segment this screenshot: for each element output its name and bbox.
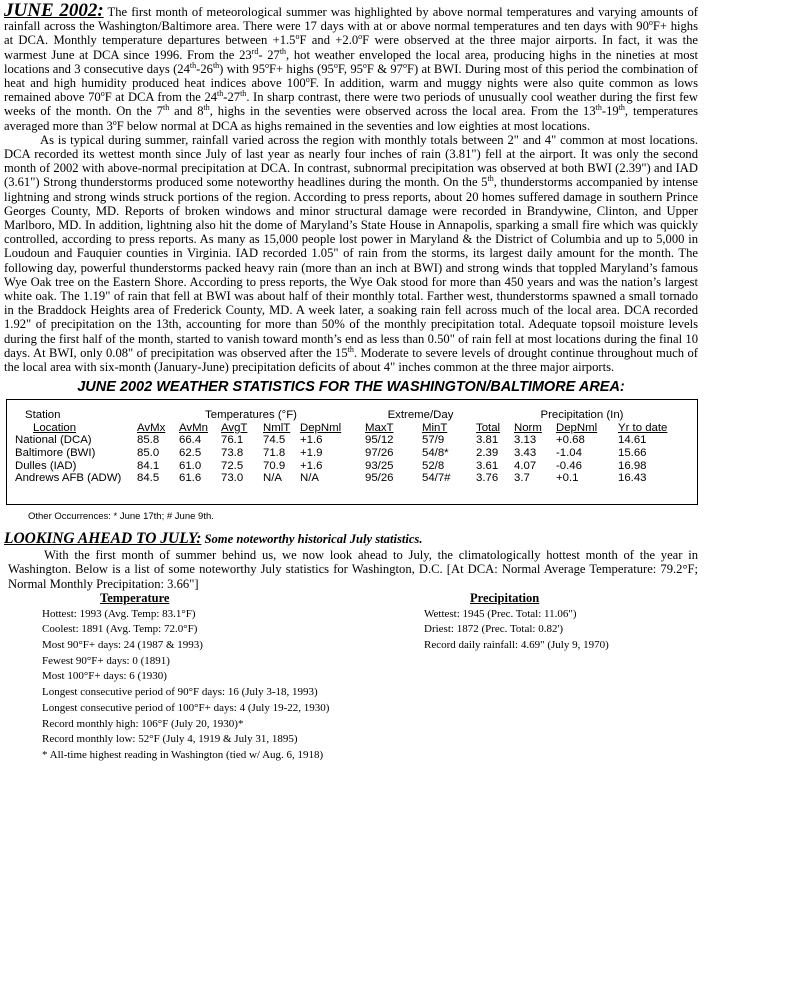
group-header-extreme: Extreme/Day — [387, 409, 454, 422]
column-header: Yr to date — [618, 421, 668, 434]
list-item: * All-time highest reading in Washington (tied w/ Aug. 6, 1918) — [42, 748, 324, 761]
cell: 66.4 — [179, 434, 202, 447]
july-intro-paragraph: With the first month of summer behind us, we now look ahead to July, the climatologically hottest month of the year in Washington. Below is a list of some noteworthy July statistics for Washington, D.C. [At DCA: Normal Average Temperature: 79.2°F; Normal Monthly Precipitation: 3.66"] — [8, 548, 698, 591]
cell: National (DCA) — [15, 434, 92, 447]
list-item: Hottest: 1993 (Avg. Temp: 83.1°F) — [42, 607, 196, 620]
cell: 16.43 — [618, 472, 647, 485]
superscript: th — [163, 103, 170, 113]
superscript: o — [333, 60, 338, 70]
table-row-bwi — [15, 447, 688, 460]
cell: 54/8* — [422, 447, 449, 460]
cell: 85.8 — [137, 434, 160, 447]
temperature-column — [42, 591, 402, 764]
cell: 2.39 — [476, 447, 499, 460]
superscript: th — [217, 89, 224, 99]
statistics-table-box — [6, 399, 698, 505]
superscript: th — [618, 103, 625, 113]
statistics-title: JUNE 2002 WEATHER STATISTICS FOR THE WASHINGTON/BALTIMORE AREA: — [77, 379, 625, 396]
cell: 3.7 — [514, 472, 530, 485]
precipitation-heading: Precipitation — [470, 590, 540, 605]
cell: 57/9 — [422, 434, 445, 447]
superscript: th — [212, 60, 220, 70]
group-header-temperatures: Temperatures (°F) — [205, 409, 297, 422]
cell: 61.0 — [179, 459, 202, 472]
superscript: o — [402, 60, 407, 70]
cell: 14.61 — [618, 434, 647, 447]
list-item: Longest consecutive period of 100°F+ days: 4 (July 19-22, 1930) — [42, 701, 330, 714]
cell: 62.5 — [179, 447, 202, 460]
column-header: Norm — [514, 421, 542, 434]
cell: 3.61 — [476, 459, 499, 472]
superscript: th — [189, 60, 197, 70]
cell: 3.76 — [476, 472, 499, 485]
list-item: Record monthly low: 52°F (July 4, 1919 & July 31, 1895) — [42, 733, 298, 746]
cell: N/A — [263, 472, 282, 485]
cell: +1.6 — [300, 434, 323, 447]
cell: 93/25 — [365, 459, 394, 472]
cell: 95/12 — [365, 434, 394, 447]
cell: 16.98 — [618, 459, 647, 472]
superscript: th — [347, 344, 354, 354]
cell: 95/26 — [365, 472, 394, 485]
june-p2-body: As is typical during summer, rainfall varied across the region with monthly totals between 2" and 4" common at most locations. DCA recorded its wettest month since July of last year as nearly four inches of rain (3.81") fell at the airport. It was only the second month of 2002 with above-normal precipitation at DCA. In contrast, subnormal precipitation was observed at both BWI (2.39") and IAD (3.61") Strong thunderstorms produced some noteworthy headlines during the month. On the 5th, thunderstorms accompanied by intense lightning and strong winds struck portions of the region. According to press reports, about 20 homes suffered damage in southern Prince Georges County, MD. Reports of broken windows and minor structural damage were recorded in Brandywine, Clinton, and Upper Marlboro, MD. In addition, lightning also hit the dome of Maryland’s State House in Annapolis, sparking a small fire which was quickly controlled, according to press reports. As many as 15,000 people lost power in Maryland & the District of Columbia and up to 5,000 in Loudoun and Fauquier counties in Virginia. IAD recorded 1.05" of rain from the storms, its largest daily amount for the month. The following day, powerful thunderstorms packed heavy rain (more than an inch at BWI) and strong winds that toppled Maryland’s famous Wye Oak tree on the Eastern Shore. According to press reports, the Wye Oak stood for more than 450 years and was the nation’s largest white oak. The 1.19" of rain that fell at BWI was about half of their monthly total. Farther west, thunderstorms spawned a small tornado in the Braddock Heights area of Frederick County, MD. A week later, a soaking rain fell across much of the local area. DCA recorded 1.92" of precipitation on the 13th, accounting for more than 50% of the monthly precipitation total. Adequate topsoil moisture levels during the first half of the month, started to vanish toward month’s end as less than 0.50" of rain fell at most locations during the final 10 days. At BWI, only 0.08" of precipitation was observed after the 15th. Moderate to severe levels of drought continue throughout much of the local area with six-month (January-June) precipitation deficits of about 4" inches common at the three major airports. — [4, 132, 699, 375]
list-item: Fewest 90°F+ days: 0 (1891) — [42, 654, 170, 667]
list-item: Most 90°F+ days: 24 (1987 & 1993) — [42, 639, 203, 651]
table-row-iad — [15, 460, 688, 473]
list-item: Record daily rainfall: 4.69" (July 9, 1970) — [424, 639, 609, 651]
cell: 70.9 — [263, 459, 286, 472]
list-item: Longest consecutive period of 90°F days: 16 (July 3-18, 1993) — [42, 686, 318, 699]
looking-ahead-title: LOOKING AHEAD TO JULY: — [4, 530, 202, 548]
june-p1-body: The first month of meteorological summer was highlighted by above normal temperatures and varying amounts of rainfall across the Washington/Baltimore area. There were 17 days with at or above normal temperatures and ten days with $90^oF+$ highs at DCA. Monthly temperature departures between $+1.5^oF$ and $+2.0^oF$ were observed at the three major airports. In fact, it was the warmest June at DCA since 1996. From the 23rd- 27th, hot weather enveloped the local area, producing highs in the nineties at most locations and 3 consecutive days (24th-26th) with $95^oF+$ highs (95$^o$F, 95$^o$F & 97$^o$F) at BWI. During most of this period the combination of heat and high humidity produced heat indices above 100$^o$F. In addition, warm and muggy nights were also quite common as lows remained above 70$^o$F at DCA from the 24th-27th. In sharp contrast, there were two periods of unusually cool weather during the first few weeks of the month. On the 7th and 8th, highs in the seventies were observed across the local area. From the 13th-19th, temperatures averaged more than 3$^o$F below normal at DCA as highs remained in the seventies and low eighties at most locations. — [4, 5, 699, 133]
superscript: o — [100, 89, 105, 99]
group-header-row — [15, 409, 688, 422]
superscript: o — [362, 60, 367, 70]
column-header: AvMx — [137, 421, 166, 434]
statistics-table — [15, 409, 688, 485]
group-header-station: Station — [25, 409, 61, 422]
superscript: th — [487, 174, 494, 184]
column-header: MinT — [422, 421, 448, 434]
superscript: o — [305, 74, 310, 84]
cell: 15.66 — [618, 447, 647, 460]
cell: Andrews AFB (ADW) — [15, 472, 122, 485]
looking-ahead-heading — [4, 530, 698, 548]
looking-ahead-subtitle: Some noteworthy historical July statistics. — [201, 532, 423, 547]
cell: 52/8 — [422, 459, 445, 472]
list-item: Wettest: 1945 (Prec. Total: 11.06") — [424, 607, 577, 620]
cell: 4.07 — [514, 459, 537, 472]
cell: 73.0 — [221, 472, 244, 485]
june-title: JUNE 2002: — [4, 0, 104, 21]
list-item: Record monthly high: 106°F (July 20, 1930)* — [42, 717, 244, 730]
cell: 3.13 — [514, 434, 537, 447]
group-header-precipitation: Precipitation (In) — [540, 409, 624, 422]
column-header-row — [15, 422, 688, 435]
superscript: o — [112, 117, 117, 127]
cell: +1.9 — [300, 447, 323, 460]
july-statistics — [4, 591, 792, 761]
list-item: Coolest: 1891 (Avg. Temp: 72.0°F) — [42, 623, 198, 636]
superscript: th — [240, 89, 247, 99]
precipitation-column — [424, 591, 664, 654]
superscript: o — [265, 60, 269, 70]
document-page — [4, 0, 792, 761]
superscript: th — [279, 46, 287, 56]
cell: Baltimore (BWI) — [15, 447, 96, 460]
cell: 84.1 — [137, 459, 160, 472]
table-row-adw — [15, 472, 688, 485]
cell: 97/26 — [365, 447, 394, 460]
cell: N/A — [300, 472, 319, 485]
cell: 74.5 — [263, 434, 286, 447]
column-header: Total — [476, 421, 501, 434]
cell: 72.5 — [221, 459, 244, 472]
june-summary-paragraph — [4, 0, 699, 133]
column-header: DepNml — [300, 421, 342, 434]
other-occurrences-note: Other Occurrences: * June 17th; # June 9th. — [28, 511, 214, 523]
column-header: AvMn — [179, 421, 208, 434]
column-header: NmlT — [263, 421, 291, 434]
column-header: DepNml — [556, 421, 598, 434]
cell: 54/7# — [422, 472, 451, 485]
cell: 84.5 — [137, 472, 160, 485]
temperature-heading: Temperature — [100, 590, 170, 605]
cell: +0.68 — [556, 434, 585, 447]
superscript: th — [595, 103, 602, 113]
cell: 3.43 — [514, 447, 537, 460]
cell: 73.8 — [221, 447, 244, 460]
cell: 61.6 — [179, 472, 202, 485]
column-header: MaxT — [365, 421, 394, 434]
superscript: o — [648, 18, 653, 28]
june-rainfall-paragraph — [4, 133, 698, 374]
cell: -0.46 — [556, 459, 582, 472]
superscript: rd — [251, 46, 259, 56]
table-row-dca — [15, 434, 688, 447]
cell: -1.04 — [556, 447, 582, 460]
cell: 3.81 — [476, 434, 499, 447]
superscript: o — [358, 32, 363, 42]
column-header: AvgT — [221, 421, 248, 434]
cell: Dulles (IAD) — [15, 459, 77, 472]
cell: 85.0 — [137, 447, 160, 460]
cell: +1.6 — [300, 459, 323, 472]
cell: 76.1 — [221, 434, 244, 447]
list-item: Most 100°F+ days: 6 (1930) — [42, 670, 167, 683]
column-header: Location — [33, 421, 77, 434]
cell: +0.1 — [556, 472, 579, 485]
superscript: o — [295, 32, 300, 42]
cell: 71.8 — [263, 447, 286, 460]
list-item: Driest: 1872 (Prec. Total: 0.82') — [424, 623, 564, 636]
superscript: th — [203, 103, 210, 113]
